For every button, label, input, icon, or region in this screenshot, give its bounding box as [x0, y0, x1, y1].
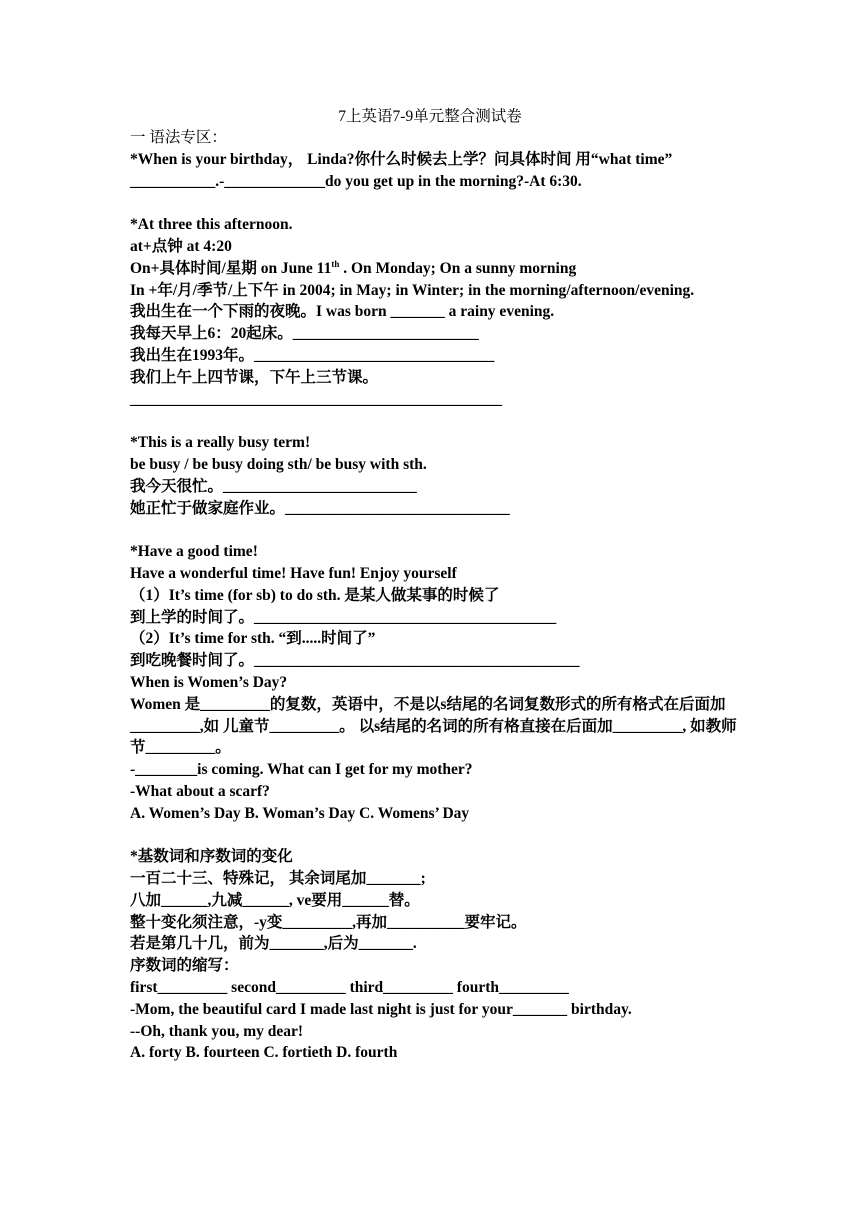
document-body	[130, 127, 740, 1064]
line-text: A. Women’s Day B. Woman’s Day C. Womens’ Day	[130, 804, 470, 822]
superscript-text: th	[331, 258, 340, 269]
text-line	[130, 628, 740, 650]
text-line	[130, 977, 740, 999]
line-text: 若是第几十几，前为_______,后为_______.	[130, 935, 417, 953]
text-line	[130, 694, 740, 759]
text-line	[130, 912, 740, 934]
text-line	[130, 323, 740, 345]
line-text: 一百二十三、特殊记， 其余词尾加_______;	[130, 870, 426, 888]
text-line	[130, 955, 740, 977]
text-line	[130, 432, 740, 454]
text-line	[130, 171, 740, 193]
text-line	[130, 803, 740, 825]
text-line	[130, 607, 740, 629]
text-line	[130, 541, 740, 563]
line-text: A. forty B. fourteen C. fortieth D. fourth	[130, 1044, 398, 1062]
line-text: be busy / be busy doing sth/ be busy with sth.	[130, 455, 427, 473]
line-text: 我出生在1993年。_______________________________	[130, 346, 495, 364]
text-line	[130, 367, 740, 389]
text-line	[130, 410, 740, 432]
line-text: -Mom, the beautiful card I made last night is just for your_______ birthday.	[130, 1000, 632, 1018]
text-line	[130, 672, 740, 694]
text-line	[130, 236, 740, 258]
line-text: 到吃晚餐时间了。__________________________________________	[130, 652, 580, 670]
line-text: 到上学的时间了。_______________________________________	[130, 608, 557, 626]
line-text: On+具体时间/星期 on June 11	[130, 259, 332, 277]
text-line	[130, 214, 740, 236]
text-line	[130, 192, 740, 214]
line-text-continued: . On Monday; On a sunny morning	[339, 259, 577, 277]
line-text: *When is your birthday， Linda?你什么时候去上学？问具体时间 用“what time”	[130, 150, 673, 168]
line-text: ________________________________________________	[130, 390, 502, 408]
line-text: 我们上午上四节课，下午上三节课。	[130, 368, 379, 386]
line-text: --Oh, thank you, my dear!	[130, 1022, 304, 1040]
text-line	[130, 933, 740, 955]
text-line	[130, 149, 740, 171]
line-text: 她正忙于做家庭作业。_____________________________	[130, 499, 510, 517]
line-text: （2）It’s time for sth. “到.....时间了”	[130, 630, 376, 648]
line-text: In +年/月/季节/上下午 in 2004; in May; in Winter; in the morning/afternoon/evening.	[130, 281, 695, 299]
line-text: -________is coming. What can I get for my mother?	[130, 761, 473, 779]
line-text: 整十变化须注意，-y变_________,再加__________要牢记。	[130, 913, 527, 931]
text-line	[130, 498, 740, 520]
line-text: -What about a scarf?	[130, 782, 270, 800]
text-line	[130, 585, 740, 607]
text-line	[130, 389, 740, 411]
text-line	[130, 519, 740, 541]
text-line	[130, 476, 740, 498]
text-line	[130, 345, 740, 367]
line-text: （1）It’s time (for sb) to do sth. 是某人做某事的时候了	[130, 586, 500, 604]
line-text: at+点钟 at 4:20	[130, 237, 232, 255]
line-text: *Have a good time!	[130, 543, 258, 561]
text-line	[130, 759, 740, 781]
line-text: 一 语法专区：	[130, 129, 227, 146]
text-line	[130, 781, 740, 803]
line-text: Women 是_________的复数，英语中，不是以s结尾的名词复数形式的所有格式在后面加_________,如 儿童节_________。 以s结尾的名词的所有格直接在后面加_________, 如教师节_________。	[130, 695, 737, 757]
text-line	[130, 563, 740, 585]
text-line	[130, 890, 740, 912]
line-text: ___________.-_____________do you get up in the morning?-At 6:30.	[130, 172, 582, 190]
line-text: first_________ second_________ third_________ fourth_________	[130, 979, 569, 997]
line-text: 八加______,九减______, ve要用______替。	[130, 891, 420, 909]
text-line	[130, 258, 740, 280]
text-line	[130, 846, 740, 868]
line-text: *At three this afternoon.	[130, 216, 293, 234]
text-line	[130, 825, 740, 847]
line-text: When is Women’s Day?	[130, 673, 288, 691]
line-text: 我出生在一个下雨的夜晚。I was born _______ a rainy evening.	[130, 303, 555, 321]
text-line	[130, 127, 740, 149]
line-text: 我今天很忙。_________________________	[130, 477, 417, 495]
text-line	[130, 280, 740, 302]
line-text: *基数词和序数词的变化	[130, 848, 293, 866]
line-text: *This is a really busy term!	[130, 434, 311, 452]
line-text: 序数词的缩写：	[130, 957, 239, 975]
text-line	[130, 454, 740, 476]
text-line	[130, 1021, 740, 1043]
text-line	[130, 999, 740, 1021]
line-text: Have a wonderful time! Have fun! Enjoy yourself	[130, 564, 457, 582]
text-line	[130, 650, 740, 672]
text-line	[130, 1042, 740, 1064]
document-title: 7上英语7-9单元整合测试卷	[338, 108, 522, 125]
text-line	[130, 868, 740, 890]
line-text: 我每天早上6：20起床。________________________	[130, 325, 479, 343]
text-line	[130, 301, 740, 323]
